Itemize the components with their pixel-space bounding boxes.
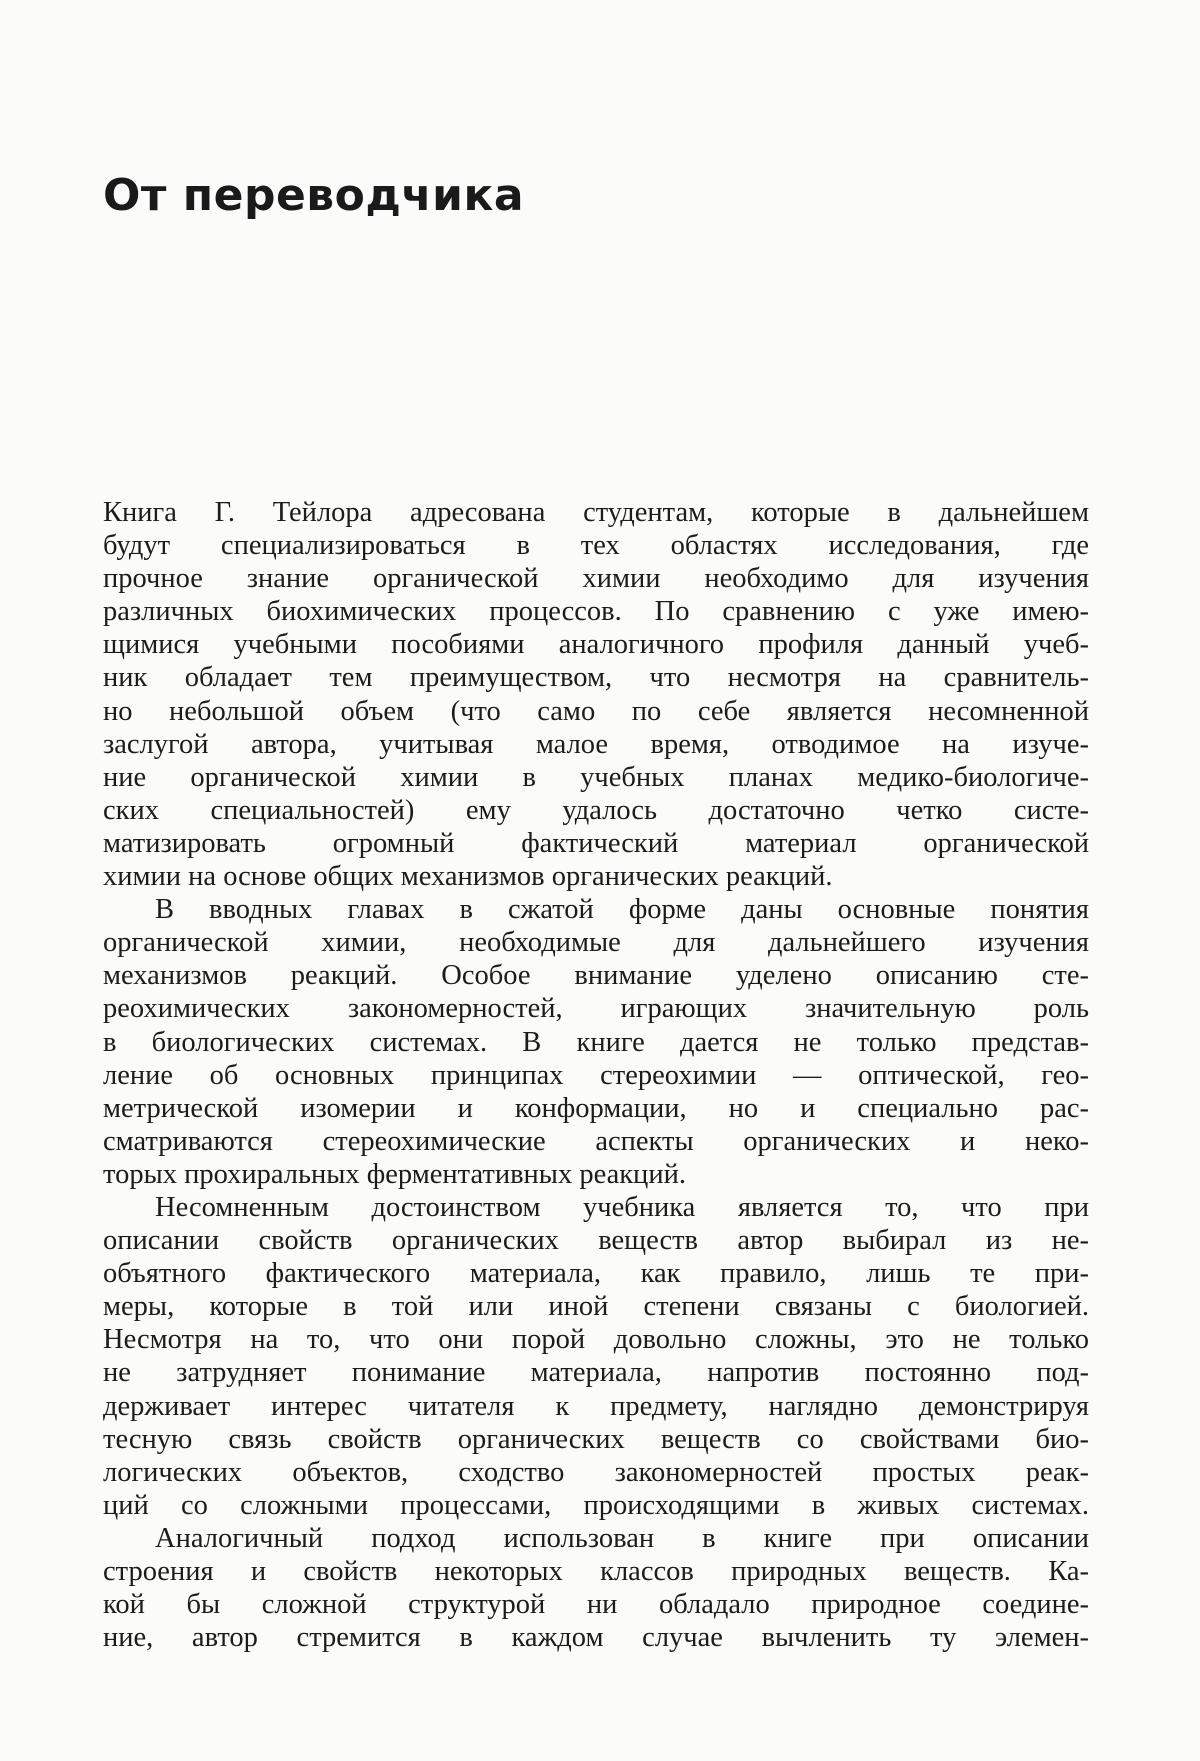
text-line: В вводных главах в сжатой форме даны основные понятия (155, 894, 1089, 926)
text-line: описании свойств органических веществ автор выбирал из не- (103, 1225, 1089, 1257)
text-line: прочное знание органической химии необходимо для изучения (103, 563, 1089, 595)
text-line: сматриваются стереохимические аспекты органических и неко- (103, 1125, 1089, 1157)
text-line: ление об основных принципах стереохимии — оптической, гео- (103, 1059, 1089, 1091)
text-line: логических объектов, сходство закономерностей простых реак- (103, 1456, 1089, 1488)
text-line: заслугой автора, учитывая малое время, отводимое на изуче- (103, 728, 1089, 760)
text-line: будут специализироваться в тех областях исследования, где (103, 530, 1089, 562)
text-line: органической химии, необходимые для дальнейшего изучения (103, 927, 1089, 959)
text-line: держивает интерес читателя к предмету, наглядно демонстрируя (103, 1390, 1089, 1422)
text-line: матизировать огромный фактический материал органической (103, 827, 1089, 859)
text-line: торых прохиральных ферментативных реакций. (103, 1158, 686, 1190)
text-line: тесную связь свойств органических веществ со свойствами био- (103, 1423, 1089, 1455)
page-title: От переводчика (103, 170, 525, 221)
text-line: ник обладает тем преимуществом, что несмотря на сравнитель- (103, 662, 1089, 694)
text-line: химии на основе общих механизмов органических реакций. (103, 861, 833, 893)
text-line: реохимических закономерностей, играющих значительную роль (103, 993, 1089, 1025)
text-line: строения и свойств некоторых классов природных веществ. Ка- (103, 1556, 1089, 1587)
text-line: но небольшой объем (что само по себе является несомненной (103, 695, 1089, 727)
text-line: Аналогичный подход использован в книге при описании (155, 1522, 1089, 1554)
text-line: ций со сложными процессами, происходящими в живых системах. (103, 1489, 1089, 1521)
text-line: Книга Г. Тейлора адресована студентам, которые в дальнейшем (103, 497, 1089, 528)
text-line: механизмов реакций. Особое внимание уделено описанию сте- (103, 960, 1089, 992)
text-line: различных биохимических процессов. По сравнению с уже имею- (103, 596, 1089, 628)
text-line: объятного фактического материала, как правило, лишь те при- (103, 1258, 1089, 1290)
text-line: кой бы сложной структурой ни обладало природное соедине- (103, 1589, 1089, 1621)
text-line: ских специальностей) ему удалось достаточно четко систе- (103, 794, 1089, 826)
text-line: меры, которые в той или иной степени связаны с биологией. (103, 1291, 1089, 1323)
body-text (103, 496, 1089, 1654)
text-line: не затрудняет понимание материала, напротив постоянно под- (103, 1357, 1089, 1389)
text-line: Несомненным достоинством учебника является то, что при (155, 1191, 1089, 1223)
text-line: Несмотря на то, что они порой довольно сложны, это не только (103, 1324, 1089, 1356)
text-line: в биологических системах. В книге дается не только представ- (103, 1026, 1089, 1058)
text-line: щимися учебными пособиями аналогичного профиля данный учеб- (103, 629, 1089, 661)
text-line: метрической изомерии и конформации, но и специально рас- (103, 1092, 1089, 1124)
text-line: ние, автор стремится в каждом случае вычленить ту элемен- (103, 1622, 1089, 1654)
text-line: ние органической химии в учебных планах медико-биологиче- (103, 761, 1089, 793)
